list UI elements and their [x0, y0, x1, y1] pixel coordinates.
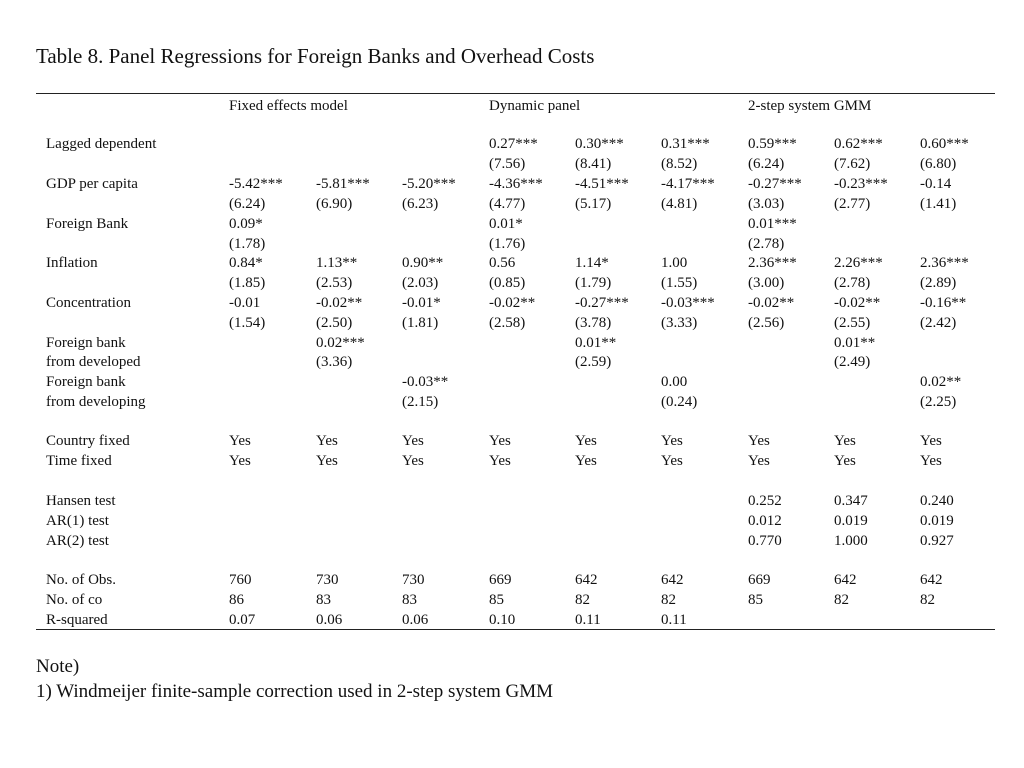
- table-cell: 0.11: [661, 612, 687, 628]
- table-cell: 642: [834, 572, 857, 588]
- row-label: Time fixed: [46, 453, 112, 469]
- table-cell: (2.59): [575, 354, 612, 370]
- table-cell: 2.36***: [920, 255, 969, 271]
- table-cell: Yes: [489, 433, 511, 449]
- table-cell: (2.50): [316, 315, 353, 331]
- table-cell: -0.16**: [920, 295, 967, 311]
- table-cell: -0.02**: [489, 295, 536, 311]
- table-cell: (2.77): [834, 196, 871, 212]
- table-cell: 642: [920, 572, 943, 588]
- table-cell: 0.07: [229, 612, 256, 628]
- table-cell: -0.27***: [748, 176, 802, 192]
- row-label: R-squared: [46, 612, 108, 628]
- table-cell: Yes: [229, 433, 251, 449]
- table-cell: (0.24): [661, 394, 698, 410]
- table-cell: Yes: [920, 453, 942, 469]
- table-cell: (3.00): [748, 275, 785, 291]
- table-cell: 2.26***: [834, 255, 883, 271]
- table-cell: (4.81): [661, 196, 698, 212]
- row-label: Inflation: [46, 255, 98, 271]
- table-cell: -0.14: [920, 176, 952, 192]
- table-cell: (1.55): [661, 275, 698, 291]
- table-cell: 642: [575, 572, 598, 588]
- table-cell: Yes: [661, 453, 683, 469]
- table-cell: (8.52): [661, 156, 698, 172]
- table-cell: (2.03): [402, 275, 439, 291]
- table-cell: (2.15): [402, 394, 439, 410]
- table-cell: -0.03**: [402, 374, 449, 390]
- row-label: No. of co: [46, 592, 103, 608]
- table-cell: Yes: [316, 433, 338, 449]
- table-cell: -4.51***: [575, 176, 629, 192]
- table-cell: -0.02**: [316, 295, 363, 311]
- row-label: Foreign bank: [46, 374, 126, 390]
- table-cell: -0.03***: [661, 295, 715, 311]
- table-cell: (6.90): [316, 196, 353, 212]
- table-cell: 0.27***: [489, 136, 538, 152]
- table-cell: 0.019: [920, 513, 954, 529]
- table-cell: Yes: [748, 433, 770, 449]
- row-label: GDP per capita: [46, 176, 138, 192]
- table-cell: 0.01***: [748, 216, 797, 232]
- table-cell: (3.36): [316, 354, 353, 370]
- column-group-header: Dynamic panel: [489, 98, 581, 114]
- table-cell: (1.79): [575, 275, 612, 291]
- table-cell: (2.55): [834, 315, 871, 331]
- table-cell: (1.54): [229, 315, 266, 331]
- column-group-header: Fixed effects model: [229, 98, 348, 114]
- table-cell: 642: [661, 572, 684, 588]
- table-cell: (3.03): [748, 196, 785, 212]
- table-cell: (2.78): [748, 236, 785, 252]
- table-cell: (3.33): [661, 315, 698, 331]
- table-cell: (6.80): [920, 156, 957, 172]
- table-cell: 0.10: [489, 612, 516, 628]
- row-label: Country fixed: [46, 433, 130, 449]
- table-cell: 0.56: [489, 255, 516, 271]
- note-heading: Note): [36, 656, 80, 677]
- table-cell: 0.31***: [661, 136, 710, 152]
- table-cell: -0.01: [229, 295, 261, 311]
- table-cell: (2.53): [316, 275, 353, 291]
- table-cell: 1.13**: [316, 255, 358, 271]
- table-cell: 0.240: [920, 493, 954, 509]
- table-cell: (1.76): [489, 236, 526, 252]
- table-cell: 0.11: [575, 612, 601, 628]
- table-cell: -0.01*: [402, 295, 441, 311]
- row-label: No. of Obs.: [46, 572, 116, 588]
- table-cell: -0.27***: [575, 295, 629, 311]
- table-cell: 0.00: [661, 374, 688, 390]
- table-cell: 0.01*: [489, 216, 523, 232]
- table-cell: 0.60***: [920, 136, 969, 152]
- table-cell: (2.56): [748, 315, 785, 331]
- row-label: Concentration: [46, 295, 131, 311]
- table-cell: 83: [316, 592, 331, 608]
- table-cell: 0.06: [402, 612, 429, 628]
- row-label: Lagged dependent: [46, 136, 157, 152]
- table-cell: 0.252: [748, 493, 782, 509]
- table-cell: 82: [920, 592, 935, 608]
- table-top-rule: [36, 93, 995, 94]
- table-cell: 1.14*: [575, 255, 609, 271]
- table-cell: 0.012: [748, 513, 782, 529]
- row-label: from developing: [46, 394, 146, 410]
- table-cell: (7.62): [834, 156, 871, 172]
- table-cell: (2.58): [489, 315, 526, 331]
- table-cell: 669: [748, 572, 771, 588]
- table-cell: 0.30***: [575, 136, 624, 152]
- table-cell: 83: [402, 592, 417, 608]
- table-cell: 0.019: [834, 513, 868, 529]
- table-cell: (0.85): [489, 275, 526, 291]
- row-label: Foreign bank: [46, 335, 126, 351]
- table-cell: 82: [661, 592, 676, 608]
- table-cell: Yes: [402, 433, 424, 449]
- table-cell: Yes: [834, 433, 856, 449]
- table-cell: 0.90**: [402, 255, 444, 271]
- table-cell: -4.17***: [661, 176, 715, 192]
- row-label: from developed: [46, 354, 141, 370]
- table-cell: (2.89): [920, 275, 957, 291]
- table-cell: 85: [489, 592, 504, 608]
- table-cell: (6.23): [402, 196, 439, 212]
- table-cell: Yes: [575, 433, 597, 449]
- table-cell: 730: [316, 572, 339, 588]
- table-cell: 760: [229, 572, 252, 588]
- table-cell: 0.01**: [834, 335, 876, 351]
- table-cell: 0.09*: [229, 216, 263, 232]
- table-cell: (1.41): [920, 196, 957, 212]
- table-bottom-rule: [36, 629, 995, 630]
- table-cell: Yes: [575, 453, 597, 469]
- row-label: AR(2) test: [46, 533, 109, 549]
- row-label: Hansen test: [46, 493, 116, 509]
- table-cell: Yes: [316, 453, 338, 469]
- table-cell: Yes: [661, 433, 683, 449]
- table-cell: Yes: [920, 433, 942, 449]
- table-cell: 0.02**: [920, 374, 962, 390]
- table-cell: 86: [229, 592, 244, 608]
- table-cell: -0.02**: [834, 295, 881, 311]
- table-cell: 0.02***: [316, 335, 365, 351]
- table-cell: -5.42***: [229, 176, 283, 192]
- table-cell: 82: [575, 592, 590, 608]
- table-cell: 2.36***: [748, 255, 797, 271]
- table-cell: -0.02**: [748, 295, 795, 311]
- table-cell: 730: [402, 572, 425, 588]
- table-cell: 0.770: [748, 533, 782, 549]
- table-cell: 0.59***: [748, 136, 797, 152]
- table-cell: (4.77): [489, 196, 526, 212]
- table-cell: -4.36***: [489, 176, 543, 192]
- note-item: 1) Windmeijer finite-sample correction used in 2-step system GMM: [36, 681, 554, 702]
- table-cell: Yes: [834, 453, 856, 469]
- table-cell: 0.01**: [575, 335, 617, 351]
- table-cell: (6.24): [229, 196, 266, 212]
- table-cell: (1.81): [402, 315, 439, 331]
- table-cell: -5.81***: [316, 176, 370, 192]
- table-cell: Yes: [489, 453, 511, 469]
- table-cell: Yes: [229, 453, 251, 469]
- table-cell: (6.24): [748, 156, 785, 172]
- table-cell: Yes: [402, 453, 424, 469]
- row-label: AR(1) test: [46, 513, 109, 529]
- table-cell: 0.06: [316, 612, 343, 628]
- table-cell: (5.17): [575, 196, 612, 212]
- table-title: Table 8. Panel Regressions for Foreign Banks and Overhead Costs: [36, 44, 595, 68]
- table-cell: 85: [748, 592, 763, 608]
- table-cell: 82: [834, 592, 849, 608]
- table-cell: (1.78): [229, 236, 266, 252]
- table-cell: (8.41): [575, 156, 612, 172]
- table-cell: (7.56): [489, 156, 526, 172]
- table-cell: -5.20***: [402, 176, 456, 192]
- table-cell: 0.62***: [834, 136, 883, 152]
- table-cell: 669: [489, 572, 512, 588]
- column-group-header: 2-step system GMM: [748, 98, 872, 114]
- table-cell: -0.23***: [834, 176, 888, 192]
- table-cell: 0.84*: [229, 255, 263, 271]
- table-cell: 1.00: [661, 255, 688, 271]
- row-label: Foreign Bank: [46, 216, 129, 232]
- table-cell: (2.42): [920, 315, 957, 331]
- table-cell: (2.49): [834, 354, 871, 370]
- table-cell: 0.927: [920, 533, 954, 549]
- table-cell: (2.25): [920, 394, 957, 410]
- table-cell: (3.78): [575, 315, 612, 331]
- table-cell: 1.000: [834, 533, 868, 549]
- table-cell: Yes: [748, 453, 770, 469]
- table-cell: 0.347: [834, 493, 868, 509]
- table-cell: (2.78): [834, 275, 871, 291]
- table-cell: (1.85): [229, 275, 266, 291]
